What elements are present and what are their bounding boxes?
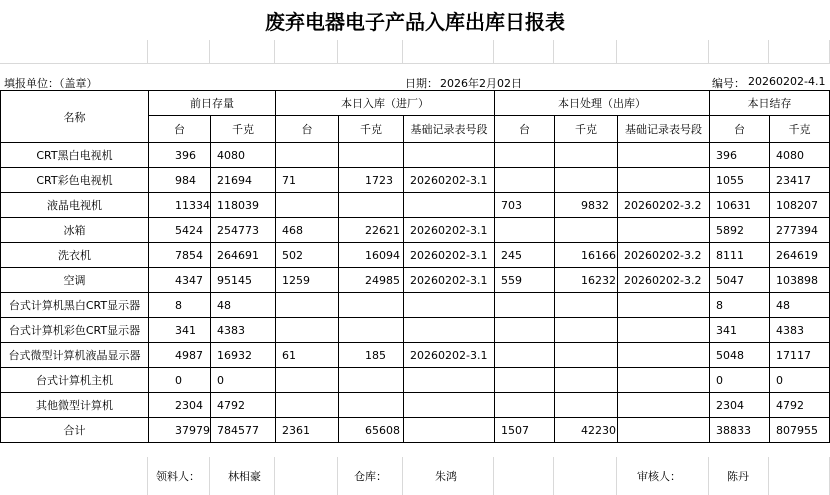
header-process: 本日处理（出库）	[495, 91, 710, 116]
cell-bal-kg: 277394	[770, 218, 830, 243]
cell-in-ref	[404, 318, 495, 343]
header-prev-stock: 前日存量	[149, 91, 276, 116]
cell-out-ref: 20260202-3.2	[618, 268, 710, 293]
header-in-count: 台	[276, 116, 339, 143]
header-balance: 本日结存	[710, 91, 830, 116]
cell-name: 其他微型计算机	[1, 393, 149, 418]
cell-out-ref: 20260202-3.2	[618, 243, 710, 268]
cell-prev-count: 4347	[149, 268, 211, 293]
header-out-count: 台	[495, 116, 555, 143]
cell-bal-count: 5892	[710, 218, 770, 243]
cell-in-kg: 1723	[339, 168, 404, 193]
cell-bal-count: 341	[710, 318, 770, 343]
cell-out-count	[495, 168, 555, 193]
cell-out-count: 703	[495, 193, 555, 218]
cell-out-ref	[618, 143, 710, 168]
cell-name: 洗衣机	[1, 243, 149, 268]
cell-in-count: 1259	[276, 268, 339, 293]
table-row	[1, 318, 830, 343]
cell-bal-count: 8111	[710, 243, 770, 268]
cell-in-ref: 20260202-3.1	[404, 243, 495, 268]
cell-out-count	[495, 343, 555, 368]
cell-prev-count: 341	[149, 318, 211, 343]
cell-name: CRT黑白电视机	[1, 143, 149, 168]
date-label: 日期：	[405, 77, 438, 90]
number-label: 编号：	[712, 77, 745, 90]
cell-name: 空调	[1, 268, 149, 293]
cell-in-ref: 20260202-3.1	[404, 218, 495, 243]
cell-prev-kg: 4080	[211, 143, 276, 168]
cell-prev-count: 2304	[149, 393, 211, 418]
cell-in-kg: 65608	[339, 418, 404, 443]
header-name: 名称	[1, 91, 149, 143]
cell-in-count	[276, 293, 339, 318]
cell-bal-kg: 4792	[770, 393, 830, 418]
header-in-ref: 基础记录表号段	[404, 116, 495, 143]
cell-prev-kg: 21694	[211, 168, 276, 193]
cell-out-kg	[555, 393, 618, 418]
date-value: 2026年2月02日	[440, 77, 522, 90]
cell-prev-kg: 48	[211, 293, 276, 318]
cell-in-kg	[339, 318, 404, 343]
cell-prev-kg: 118039	[211, 193, 276, 218]
info-row	[0, 74, 830, 90]
table-row	[1, 218, 830, 243]
header-prev-count: 台	[149, 116, 211, 143]
footer-row	[0, 457, 830, 495]
cell-bal-kg: 103898	[770, 268, 830, 293]
table-row	[1, 343, 830, 368]
cell-in-count: 61	[276, 343, 339, 368]
cell-prev-count: 984	[149, 168, 211, 193]
cell-out-count	[495, 293, 555, 318]
cell-in-count: 468	[276, 218, 339, 243]
header-bal-count: 台	[710, 116, 770, 143]
cell-in-kg: 16094	[339, 243, 404, 268]
table-row	[1, 418, 830, 443]
cell-out-kg	[555, 318, 618, 343]
cell-out-ref	[618, 368, 710, 393]
cell-in-count: 502	[276, 243, 339, 268]
header-in-kg: 千克	[339, 116, 404, 143]
cell-bal-count: 5047	[710, 268, 770, 293]
cell-out-kg	[555, 368, 618, 393]
header-out-kg: 千克	[555, 116, 618, 143]
cell-prev-kg: 4792	[211, 393, 276, 418]
header-out-ref: 基础记录表号段	[618, 116, 710, 143]
cell-in-count	[276, 318, 339, 343]
header-prev-kg: 千克	[211, 116, 276, 143]
cell-bal-kg: 264619	[770, 243, 830, 268]
cell-name: CRT彩色电视机	[1, 168, 149, 193]
cell-bal-count: 0	[710, 368, 770, 393]
cell-prev-kg: 784577	[211, 418, 276, 443]
cell-in-count	[276, 393, 339, 418]
reviewer-label: 审核人：	[617, 457, 709, 495]
cell-bal-kg: 4383	[770, 318, 830, 343]
cell-in-ref	[404, 368, 495, 393]
table-row	[1, 293, 830, 318]
cell-in-kg: 22621	[339, 218, 404, 243]
table-row	[1, 193, 830, 218]
cell-bal-kg: 108207	[770, 193, 830, 218]
cell-prev-count: 5424	[149, 218, 211, 243]
cell-bal-kg: 4080	[770, 143, 830, 168]
table-row	[1, 168, 830, 193]
cell-prev-count: 37979	[149, 418, 211, 443]
table-row	[1, 143, 830, 168]
cell-out-count	[495, 143, 555, 168]
cell-name: 冰箱	[1, 218, 149, 243]
cell-prev-kg: 264691	[211, 243, 276, 268]
empty-grid-row	[0, 40, 830, 64]
table-row	[1, 368, 830, 393]
cell-bal-count: 2304	[710, 393, 770, 418]
cell-name: 台式计算机主机	[1, 368, 149, 393]
header-inbound: 本日入库（进厂）	[276, 91, 495, 116]
cell-out-ref	[618, 393, 710, 418]
cell-bal-kg: 23417	[770, 168, 830, 193]
cell-in-count: 2361	[276, 418, 339, 443]
cell-bal-count: 5048	[710, 343, 770, 368]
report-title: 废弃电器电子产品入库出库日报表	[265, 9, 565, 34]
cell-out-ref	[618, 293, 710, 318]
cell-out-ref	[618, 218, 710, 243]
cell-out-kg: 16232	[555, 268, 618, 293]
number-value: 20260202-4.1	[748, 75, 826, 88]
cell-name: 液晶电视机	[1, 193, 149, 218]
cell-name: 台式微型计算机液晶显示器	[1, 343, 149, 368]
cell-prev-kg: 95145	[211, 268, 276, 293]
cell-out-ref	[618, 318, 710, 343]
cell-name: 合计	[1, 418, 149, 443]
cell-out-ref	[618, 168, 710, 193]
cell-bal-count: 8	[710, 293, 770, 318]
cell-out-count: 245	[495, 243, 555, 268]
cell-out-ref	[618, 343, 710, 368]
cell-in-ref	[404, 393, 495, 418]
cell-in-kg	[339, 193, 404, 218]
cell-bal-kg: 807955	[770, 418, 830, 443]
cell-prev-count: 396	[149, 143, 211, 168]
cell-in-kg	[339, 368, 404, 393]
cell-bal-kg: 48	[770, 293, 830, 318]
cell-in-ref	[404, 143, 495, 168]
cell-prev-count: 8	[149, 293, 211, 318]
cell-in-ref: 20260202-3.1	[404, 268, 495, 293]
reviewer-name: 陈丹	[709, 457, 769, 495]
cell-out-count: 1507	[495, 418, 555, 443]
cell-in-ref: 20260202-3.1	[404, 343, 495, 368]
cell-out-kg	[555, 218, 618, 243]
table-row	[1, 243, 830, 268]
receiver-label: 领料人：	[148, 457, 210, 495]
cell-in-kg	[339, 293, 404, 318]
report-table	[0, 90, 830, 443]
cell-out-kg	[555, 293, 618, 318]
warehouse-name: 朱鸿	[403, 457, 494, 495]
table-row	[1, 393, 830, 418]
cell-out-count	[495, 368, 555, 393]
cell-name: 台式计算机彩色CRT显示器	[1, 318, 149, 343]
cell-prev-kg: 0	[211, 368, 276, 393]
cell-in-kg	[339, 393, 404, 418]
cell-in-count	[276, 143, 339, 168]
cell-in-ref: 20260202-3.1	[404, 168, 495, 193]
cell-in-count	[276, 193, 339, 218]
cell-in-count	[276, 368, 339, 393]
cell-in-count: 71	[276, 168, 339, 193]
cell-bal-kg: 0	[770, 368, 830, 393]
cell-bal-count: 1055	[710, 168, 770, 193]
cell-out-count	[495, 218, 555, 243]
cell-prev-kg: 254773	[211, 218, 276, 243]
cell-name: 台式计算机黑白CRT显示器	[1, 293, 149, 318]
cell-out-ref	[618, 418, 710, 443]
cell-out-ref: 20260202-3.2	[618, 193, 710, 218]
cell-bal-count: 10631	[710, 193, 770, 218]
cell-bal-kg: 17117	[770, 343, 830, 368]
warehouse-label: 仓库：	[338, 457, 403, 495]
cell-bal-count: 396	[710, 143, 770, 168]
table-row	[1, 268, 830, 293]
cell-prev-count: 11334	[149, 193, 211, 218]
cell-in-kg: 185	[339, 343, 404, 368]
cell-in-kg	[339, 143, 404, 168]
cell-prev-count: 7854	[149, 243, 211, 268]
cell-prev-kg: 16932	[211, 343, 276, 368]
receiver-name: 林相豪	[210, 457, 275, 495]
cell-out-kg: 16166	[555, 243, 618, 268]
cell-in-ref	[404, 193, 495, 218]
cell-out-kg: 42230	[555, 418, 618, 443]
cell-in-kg: 24985	[339, 268, 404, 293]
header-bal-kg: 千克	[770, 116, 830, 143]
cell-prev-count: 0	[149, 368, 211, 393]
cell-out-kg	[555, 343, 618, 368]
cell-out-count: 559	[495, 268, 555, 293]
cell-out-kg: 9832	[555, 193, 618, 218]
cell-out-count	[495, 393, 555, 418]
cell-out-kg	[555, 168, 618, 193]
header-row-1	[1, 91, 830, 116]
unit-label: 填报单位：（盖章）	[4, 77, 98, 90]
cell-bal-count: 38833	[710, 418, 770, 443]
cell-in-ref	[404, 418, 495, 443]
cell-prev-count: 4987	[149, 343, 211, 368]
cell-prev-kg: 4383	[211, 318, 276, 343]
cell-out-kg	[555, 143, 618, 168]
cell-out-count	[495, 318, 555, 343]
cell-in-ref	[404, 293, 495, 318]
